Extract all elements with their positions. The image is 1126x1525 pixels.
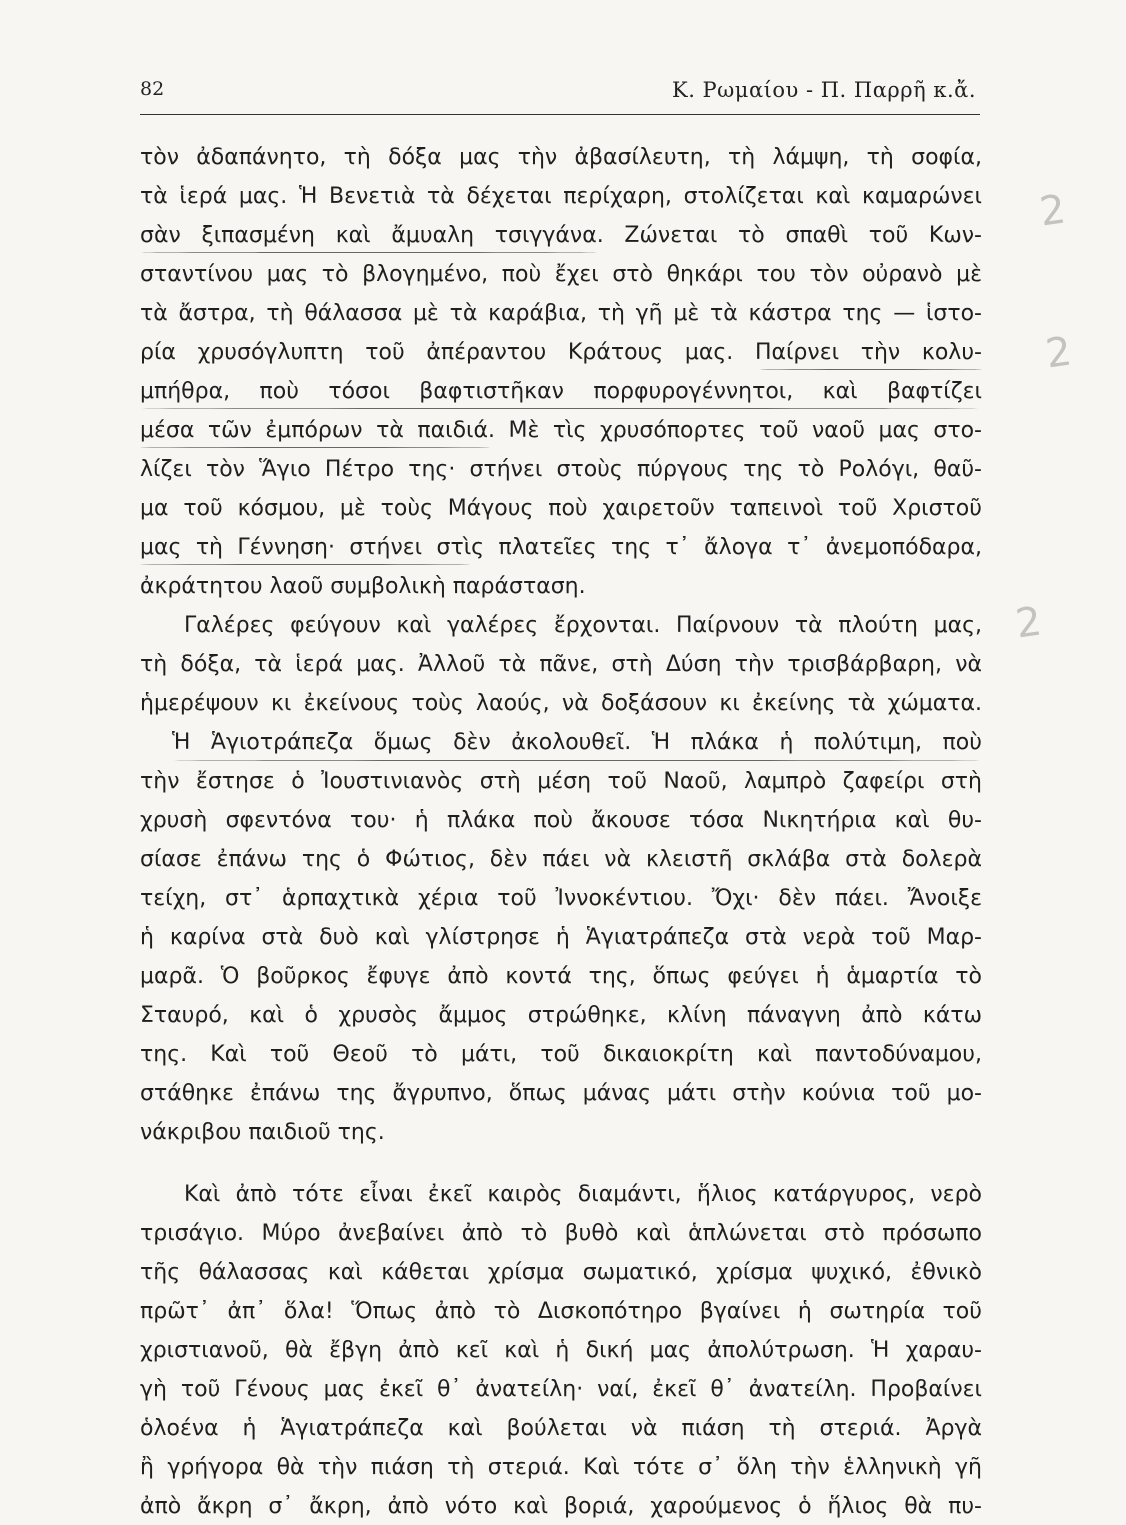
text-line: Καὶ ἀπὸ τότε εἶναι ἐκεῖ καιρὸς διαμάντι, ἥλιος κατάργυρος, νερὸ [184, 1182, 982, 1207]
text-line: τὴν ἔστησε ὁ Ἰουστινιανὸς στὴ μέση τοῦ Ναοῦ, λαμπρὸ ζαφείρι στὴ [140, 769, 982, 794]
text-line: Σταυρό, καὶ ὁ χρυσὸς ἄμμος στρώθηκε, κλίνη πάναγνη ἀπὸ κάτω [140, 1003, 982, 1028]
text-line: λίζει τὸν Ἅγιο Πέτρο της· στήνει στοὺς πύργους της τὸ Ρολόγι, θαῦ- [140, 457, 982, 482]
text-line: ἡ καρίνα στὰ δυὸ καὶ γλίστρησε ἡ Ἁγιατράπεζα στὰ νερὰ τοῦ Μαρ- [140, 925, 982, 950]
text-line: ἢ γρήγορα θὰ τὴν πιάση τὴ στεριά. Καὶ τότε σ᾽ ὅλη τὴν ἑλληνικὴ γῆ [140, 1455, 982, 1480]
text-line: μέσα τῶν ἐμπόρων τὰ παιδιά. Μὲ τὶς χρυσόπορτες τοῦ ναοῦ μας στο- [140, 418, 982, 443]
text-line: μας τὴ Γέννηση· στήνει στὶς πλατεῖες της τ᾽ ἄλογα τ᾽ ἀνεμοπόδαρα, [140, 535, 982, 560]
pencil-underline [140, 408, 980, 409]
text-line: τὰ ἱερά μας. Ἡ Βενετιὰ τὰ δέχεται περίχαρη, στολίζεται καὶ καμαρώνει [140, 184, 982, 209]
text-line: σὰν ξιπασμένη καὶ ἄμυαλη τσιγγάνα. Ζώνεται τὸ σπαθὶ τοῦ Κων- [140, 223, 982, 248]
text-line: χρυσὴ σφεντόνα του· ἡ πλάκα ποὺ ἄκουσε τόσα Νικητήρια καὶ θυ- [140, 808, 982, 833]
pencil-underline [172, 760, 982, 761]
header-rule [140, 114, 980, 115]
text-line: γὴ τοῦ Γένους μας ἐκεῖ θ᾽ ἀνατείλη· ναί, ἐκεῖ θ᾽ ἀνατείλη. Προβαίνει [140, 1377, 982, 1402]
margin-note: 2 [1012, 598, 1045, 648]
text-line: νάκριβου παιδιοῦ της. [140, 1120, 385, 1145]
text-line: τὸν ἀδαπάνητο, τὴ δόξα μας τὴν ἀβασίλευτη, τὴ λάμψη, τὴ σοφία, [140, 145, 982, 170]
pencil-underline [140, 564, 470, 565]
text-line: της. Καὶ τοῦ Θεοῦ τὸ μάτι, τοῦ δικαιοκρίτη καὶ παντοδύναμου, [140, 1042, 982, 1067]
text-line: μπήθρα, ποὺ τόσοι βαφτιστῆκαν πορφυρογέννητοι, καὶ βαφτίζει [140, 379, 982, 404]
pencil-underline [140, 447, 490, 448]
running-header: Κ. Ρωμαίου - Π. Παρρῆ κ.ἄ. [672, 78, 976, 102]
text-line: ἀπὸ ἄκρη σ᾽ ἄκρη, ἀπὸ νότο καὶ βοριά, χαρούμενος ὁ ἥλιος θὰ πυ- [140, 1494, 982, 1519]
text-line: χριστιανοῦ, θὰ ἔβγη ἀπὸ κεῖ καὶ ἡ δική μας ἀπολύτρωση. Ἡ χαραυ- [140, 1338, 982, 1363]
text-line: σταντίνου μας τὸ βλογημένο, ποὺ ἔχει στὸ θηκάρι του τὸν οὐρανὸ μὲ [140, 262, 982, 287]
text-line: ἀκράτητου λαοῦ συμβολικὴ παράσταση. [140, 574, 586, 599]
text-line: τῆς θάλασσας καὶ κάθεται χρίσμα σωματικό, χρίσμα ψυχικό, ἐθνικὸ [140, 1260, 982, 1285]
text-line: Ἡ Ἁγιοτράπεζα ὅμως δὲν ἀκολουθεῖ. Ἡ πλάκα ἡ πολύτιμη, ποὺ [172, 730, 982, 755]
text-line: τρισάγιο. Μύρο ἀνεβαίνει ἀπὸ τὸ βυθὸ καὶ ἁπλώνεται στὸ πρόσωπο [140, 1221, 982, 1246]
text-line: ρία χρυσόγλυπτη τοῦ ἀπέραντου Κράτους μας. Παίρνει τὴν κολυ- [140, 340, 982, 365]
text-line: τὰ ἄστρα, τὴ θάλασσα μὲ τὰ καράβια, τὴ γῆ μὲ τὰ κάστρα της — ἱστο- [140, 301, 982, 326]
page-number: 82 [140, 78, 165, 100]
text-line: μα τοῦ κόσμου, μὲ τοὺς Μάγους ποὺ χαιρετοῦν ταπεινοὶ τοῦ Χριστοῦ [140, 496, 982, 521]
text-line: ὁλοένα ἡ Ἁγιατράπεζα καὶ βούλεται νὰ πιάση τὴ στεριά. Ἀργὰ [140, 1416, 982, 1441]
text-line: ἡμερέψουν κι ἐκείνους τοὺς λαούς, νὰ δοξάσουν κι ἐκείνης τὰ χώματα. [140, 691, 982, 716]
text-line: τὴ δόξα, τὰ ἱερά μας. Ἀλλοῦ τὰ πᾶνε, στὴ Δύση τὴν τρισβάρβαρη, νὰ [140, 652, 982, 677]
text-line: πρῶτ᾽ ἀπ᾽ ὅλα! Ὅπως ἀπὸ τὸ Δισκοπότηρο βγαίνει ἡ σωτηρία τοῦ [140, 1299, 982, 1324]
pencil-underline [760, 369, 982, 370]
text-line: σίασε ἐπάνω της ὁ Φώτιος, δὲν πάει νὰ κλειστῆ σκλάβα στὰ δολερὰ [140, 847, 982, 872]
text-line: Γαλέρες φεύγουν καὶ γαλέρες ἔρχονται. Παίρνουν τὰ πλούτη μας, [184, 613, 982, 638]
text-line: μαρᾶ. Ὁ βοῦρκος ἔφυγε ἀπὸ κοντά της, ὅπως φεύγει ἡ ἁμαρτία τὸ [140, 964, 982, 989]
text-line: στάθηκε ἐπάνω της ἄγρυπνο, ὅπως μάνας μάτι στὴν κούνια τοῦ μο- [140, 1081, 982, 1106]
margin-note: 2 [1042, 328, 1075, 378]
text-line: τείχη, στ᾽ ἁρπαχτικὰ χέρια τοῦ Ἰννοκέντιου. Ὄχι· δὲν πάει. Ἄνοιξε [140, 886, 982, 911]
margin-note: 2 [1036, 186, 1069, 236]
